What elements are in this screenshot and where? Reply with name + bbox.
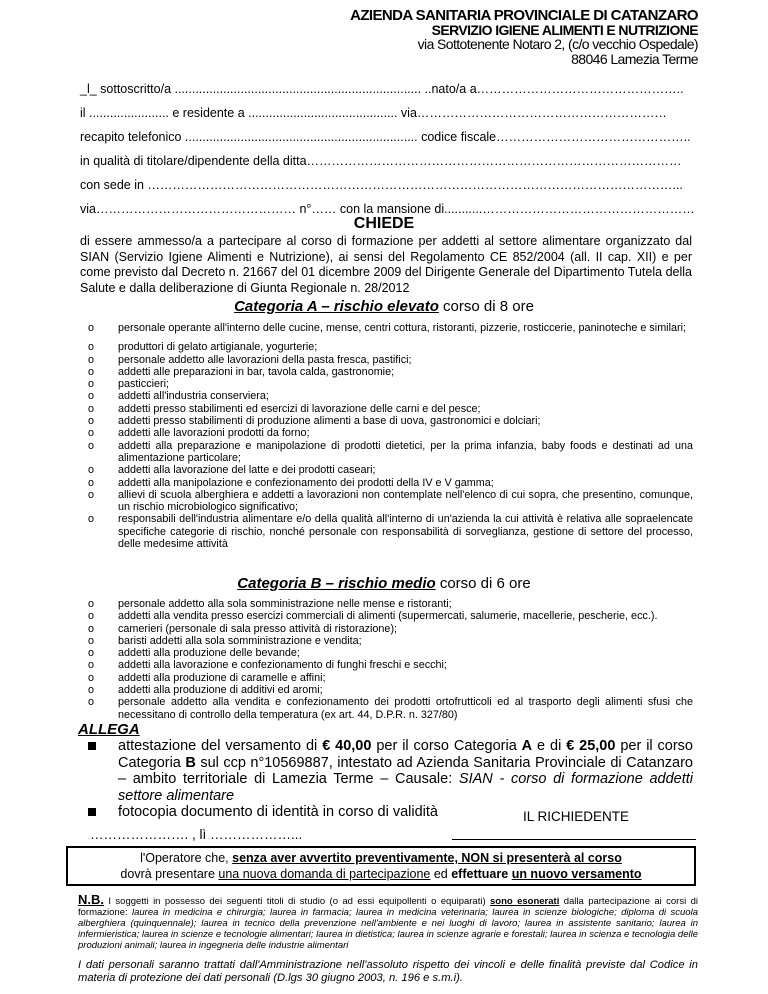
bullet-icon: o — [88, 696, 95, 709]
bullet-icon: o — [88, 464, 95, 477]
field-line-phone-taxcode[interactable]: recapito telefonico ................................................................... codice fiscale……………………………………….. — [80, 130, 691, 144]
nb-label: N.B. — [78, 892, 104, 907]
place-date-field[interactable]: …………………. , lì ………………... — [90, 827, 303, 842]
bullet-icon: o — [88, 671, 95, 684]
category-b-heading — [0, 575, 768, 592]
service-name: SERVIZIO IGIENE ALIMENTI E NUTRIZIONE — [431, 22, 698, 38]
attachment-payment: attestazione del versamento di € 40,00 per il corso Categoria A e di € 25,00 per il corso Categoria B sul ccp n°10569887, intestato ad Azienda Sanitaria Provinciale di Catanzaro – ambito territoriale di Lamezia Terme – Causale: SIAN - corso di formazione addetti settore alimentare — [88, 738, 693, 804]
bullet-icon: o — [88, 402, 95, 415]
list-item: o pasticcieri; — [88, 378, 170, 391]
square-bullet-icon — [88, 808, 96, 816]
list-item: o produttori di gelato artigianale, yogurterie; — [88, 341, 318, 354]
bullet-icon: o — [88, 427, 95, 440]
list-item: o personale addetto alle lavorazioni della pasta fresca, pastifici; — [88, 353, 412, 366]
list-item: o responsabili dell'industria alimentare e/o della qualità all'interno di un'azienda la cui attività è relativa alle sopraelencate specifiche categorie di rischio, nonché personale con responsabilità di sorveglianza, gestione di settore del processo, delle medesime attività — [88, 513, 693, 551]
list-item: o addetti alla lavorazione del latte e dei prodotti caseari; — [88, 464, 376, 477]
category-a-heading — [0, 298, 768, 315]
privacy-notice: I dati personali saranno trattati dall'Amministrazione nell'assoluto rispetto dei vincoli e delle finalità previste dal Codice in materia di protezione dei dati personali (D.lgs 30 giugno 2003, n. 196 e s.m.i). — [78, 959, 698, 985]
bullet-icon: o — [88, 622, 95, 635]
list-item: o allievi di scuola alberghiera e addetti a lavorazioni non contemplate nell'elenco di cui sopra, che presentino, comunque, un rischio microbiologico significativo; — [88, 488, 693, 514]
bullet-icon: o — [88, 378, 95, 391]
square-bullet-icon — [88, 742, 96, 750]
list-item: o addetti alla produzione di caramelle e affini; — [88, 671, 326, 684]
bullet-icon: o — [88, 322, 95, 334]
category-a-title: Categoria A – rischio elevato — [234, 298, 439, 315]
bullet-icon: o — [88, 415, 95, 428]
list-item: o addetti alla produzione delle bevande; — [88, 647, 300, 660]
chiede-heading: CHIEDE — [353, 215, 415, 232]
bullet-icon: o — [88, 365, 95, 378]
category-a-list — [88, 322, 693, 550]
exempt-titles: laurea in medicina e chirurgia; laurea in farmacia; laurea in medicina veterinaria; laurea in scienze biologiche; diploma di scuola alberghiera (quinquennale); laurea in tecnico della prevenzione nell'ambiente e nei luoghi di lavoro; laurea in assistente sanitario; laurea in infermieristica; laurea in scienze e tecnologie alimentari; laurea in dietistica; laurea in scienze agrarie e forestali; laurea in scienza e tecnologia delle produzioni animali; laurea in ingegneria delle industrie alimentari — [78, 907, 698, 951]
notice-box: l'Operatore che, senza aver avvertito preventivamente, NON si presenterà al corso dovrà presentare una nuova domanda di partecipazione ed effettuare un nuovo versamento — [66, 846, 696, 886]
list-item: o addetti alla preparazione e manipolazione di prodotti dietetici, per la prima infanzia, baby foods e destinati ad una alimentazione particolare; — [88, 439, 693, 464]
nb-note: N.B. I soggetti in possesso dei seguenti titoli di studio (o ad essi equipollenti o equiparati) sono esonerati dalla partecipazione ai corsi di formazione: laurea in medicina e chirurgia; laurea in farmacia; laurea in medicina veterinaria; laurea in scienze biologiche; diploma di scuola alberghiera (quinquennale); laurea in tecnico della prevenzione nell'ambiente e nei luoghi di lavoro; laurea in assistente sanitario; laurea in infermieristica; laurea in scienze e tecnologie alimentari; laurea in dietistica; laurea in scienze agrarie e forestali; laurea in scienza e tecnologia delle produzioni animali; laurea in ingegneria delle industrie alimentari — [78, 892, 698, 951]
list-item: o addetti all'industria conserviera; — [88, 390, 269, 403]
bullet-icon: o — [88, 610, 95, 623]
bullet-icon: o — [88, 390, 95, 403]
org-name: AZIENDA SANITARIA PROVINCIALE DI CATANZARO — [350, 7, 698, 24]
category-b-title: Categoria B – rischio medio — [237, 575, 436, 592]
list-item: o addetti alle lavorazioni prodotti da forno; — [88, 427, 310, 440]
list-item: o addetti alla manipolazione e confezionamento dei prodotti della IV e V gamma; — [88, 476, 494, 489]
field-line-birthdate-residence[interactable]: il ....................... e residente a ........................................... via…………………………………………………… — [80, 106, 667, 120]
field-line-street-role[interactable]: via………………………………………… n°…… con la mansione di...........…………………………………………… — [80, 202, 695, 216]
category-a-duration: corso di 8 ore — [438, 298, 534, 315]
list-item: o personale addetto alla sola somministrazione nelle mense e ristoranti; — [88, 598, 452, 610]
bullet-icon: o — [88, 513, 95, 526]
bullet-icon: o — [88, 439, 95, 452]
attachment-id-document: fotocopia documento di identità in corso di validità — [88, 804, 693, 821]
list-item: o addetti alla vendita presso esercizi commerciali di alimenti (supermercati, salumerie, macellerie, pescherie, ecc.). — [88, 610, 658, 623]
bullet-icon: o — [88, 684, 95, 697]
field-line-name-birthplace[interactable]: _l_ sottoscritto/a ....................................................................... ..nato/a a………………………………………….. — [80, 82, 684, 96]
field-line-company[interactable]: in qualità di titolare/dipendente della ditta……………………………………………………………………………… — [80, 154, 682, 168]
list-item: o addetti presso stabilimenti di produzione alimenti a base di uova, gastronomici e dolciari; — [88, 415, 541, 428]
payment-causale: SIAN - corso di formazione addetti settore alimentare — [118, 771, 694, 804]
letterhead — [350, 8, 698, 67]
address: via Sottotenente Notaro 2, (c/o vecchio Ospedale) — [417, 36, 698, 52]
bullet-icon: o — [88, 341, 95, 354]
list-item: o addetti alle preparazioni in bar, tavola calda, gastronomie; — [88, 365, 395, 378]
amount-category-b: € 25,00 — [566, 738, 616, 754]
bullet-icon: o — [88, 659, 95, 672]
category-b-duration: corso di 6 ore — [435, 575, 531, 592]
bullet-icon: o — [88, 353, 95, 366]
list-item: o baristi addetti alla sola somministrazione e vendita; — [88, 634, 362, 647]
allega-heading: ALLEGA — [78, 721, 140, 738]
request-paragraph: di essere ammesso/a a partecipare al corso di formazione per addetti al settore alimentare organizzato dal SIAN (Servizio Igiene Alimenti e Nutrizione), ai sensi del Regolamento CE 852/2004 (all. II cap. XII) e per come previsto dal Decreto n. 21667 del 01 dicembre 2009 del Dirigente Generale del Dipartimento Tutela della Salute e dalla deliberazione di Giunta Regionale n. 28/2012 — [80, 234, 692, 295]
applicant-label: IL RICHIEDENTE — [523, 809, 630, 824]
list-item: o addetti alla lavorazione e confezionamento di funghi freschi e secchi; — [88, 659, 447, 672]
list-item: o personale operante all'interno delle cucine, mense, centri cottura, ristoranti, pizzerie, rosticcerie, paninoteche e similari; — [88, 322, 686, 334]
bullet-icon: o — [88, 647, 95, 660]
amount-category-a: € 40,00 — [322, 738, 372, 754]
list-item: o addetti presso stabilimenti ed esercizi di lavorazione delle carni e del pesce; — [88, 402, 481, 415]
list-item: o personale addetto alla vendita e confezionamento dei prodotti ortofrutticoli ed al trasporto degli alimenti sfusi che necessitano di controllo della temperatura (ex art. 44, D.P.R. n. 327/80) — [88, 696, 693, 721]
bullet-icon: o — [88, 488, 95, 501]
bullet-icon: o — [88, 598, 95, 610]
field-line-headquarters[interactable]: con sede in ………………………………………………………………………………………………………………... — [80, 178, 683, 192]
category-b-list — [88, 598, 693, 721]
list-item: o addetti alla produzione di additivi ed aromi; — [88, 684, 323, 697]
bullet-icon: o — [88, 634, 95, 647]
bullet-icon: o — [88, 476, 95, 489]
list-item: o camerieri (personale di sala presso attività di ristorazione); — [88, 622, 398, 635]
signature-field[interactable] — [452, 839, 696, 840]
city: 88046 Lamezia Terme — [571, 51, 698, 67]
